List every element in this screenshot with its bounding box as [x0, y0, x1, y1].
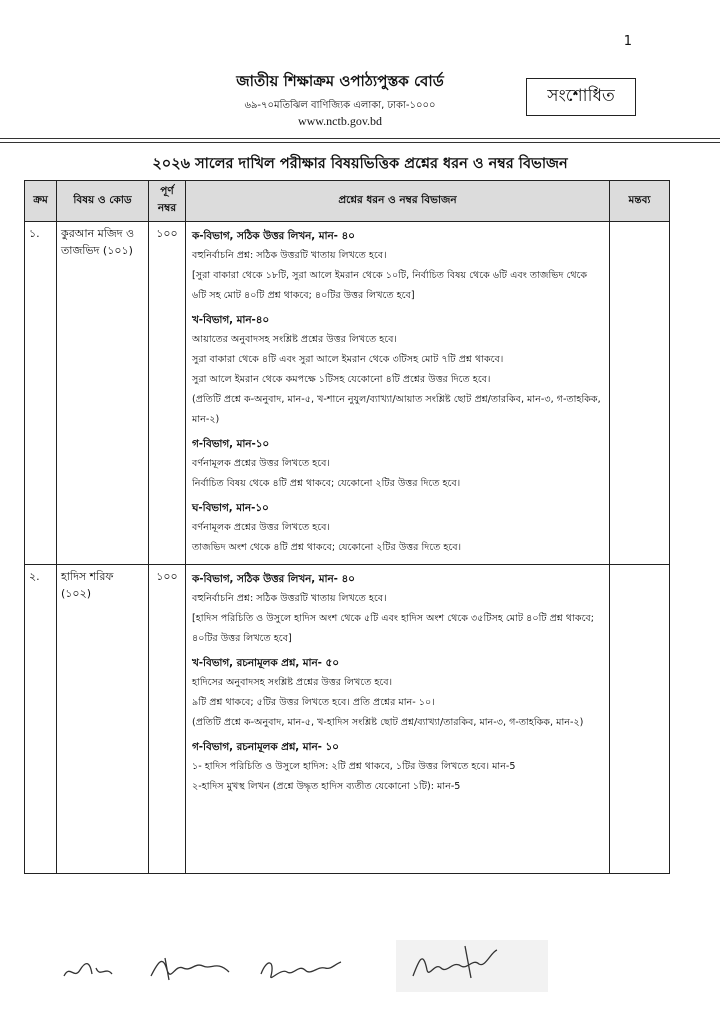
section-line: ১- হাদিস পরিচিতি ও উসুলে হাদিস: ২টি প্রশ্ন থাকবে, ১টির উত্তর লিখতে হবে। মান-5 — [192, 761, 516, 772]
table-row — [25, 565, 670, 874]
section-line: তাজভিদ অংশ থেকে ৪টি প্রশ্ন থাকবে; যেকোনো ২টির উত্তর দিতে হবে। — [192, 542, 462, 553]
page-number: 1 — [623, 34, 632, 49]
row-remarks — [610, 565, 670, 874]
section-line: [সুরা বাকারা থেকে ১৮টি, সুরা আলে ইমরান থেকে ১০টি, নির্বাচিত বিষয় থেকে ৬টি এবং তাজভিদ থেকে ৬টি সহ মোট ৪০টি প্রশ্ন থাকবে; ৪০টির উত্তর লিখতে হবে] — [192, 270, 588, 301]
signature-3 — [255, 952, 345, 986]
section-line: (প্রতিটি প্রশ্নে ক-অনুবাদ, মান-৫, খ-হাদিস সংশ্লিষ্ট ছোট প্রশ্ন/ব্যাখ্যা/তারকিব, মান-৩, গ-তাহকিক, মান-২) — [192, 717, 584, 728]
signatures-area — [0, 936, 720, 996]
signature-1 — [60, 956, 120, 986]
header-full-marks: পূর্ণ নম্বর — [149, 181, 186, 222]
section-line: ৯টি প্রশ্ন থাকবে; ৫টির উত্তর লিখতে হবে। প্রতি প্রশ্নের মান- ১০। — [192, 697, 435, 708]
section-line: বহুনির্বাচনি প্রশ্ন: সঠিক উত্তরটি খাতায় লিখতে হবে। — [192, 250, 387, 261]
row-distribution — [186, 565, 610, 874]
table-header-row — [25, 181, 670, 222]
signature-4 — [405, 942, 505, 986]
header-rule-bottom — [0, 142, 720, 143]
section-line: সুরা আলে ইমরান থেকে কমপক্ষে ১টিসহ যেকোনো ৪টি প্রশ্নের উত্তর দিতে হবে। — [192, 374, 491, 385]
row-full-marks: ১০০ — [149, 222, 186, 565]
row-remarks — [610, 222, 670, 565]
row-full-marks: ১০০ — [149, 565, 186, 874]
row-serial: ২. — [25, 565, 57, 874]
section-line: বর্ণনামূলক প্রশ্নের উত্তর লিখতে হবে। — [192, 522, 330, 533]
header-remarks: মন্তব্য — [610, 181, 670, 222]
header-serial: ক্রম — [25, 181, 57, 222]
revised-label: সংশোধিত — [547, 86, 615, 106]
document-title: ২০২৬ সালের দাখিল পরীক্ষার বিষয়ভিত্তিক প্রশ্নের ধরন ও নম্বর বিভাজন — [152, 156, 568, 172]
signature-2 — [145, 950, 235, 986]
section-title: গ-বিভাগ, রচনামূলক প্রশ্ন, মান- ১০ — [192, 741, 339, 753]
section-title: খ-বিভাগ, মান-৪০ — [192, 314, 270, 326]
header-subject: বিষয় ও কোড — [57, 181, 149, 222]
section-title: খ-বিভাগ, রচনামূলক প্রশ্ন, মান- ৫০ — [192, 657, 339, 669]
row-subject: কুরআন মজিদ ও তাজভিদ (১০১) — [57, 222, 149, 565]
section-line: নির্বাচিত বিষয় থেকে ৪টি প্রশ্ন থাকবে; যেকোনো ২টির উত্তর দিতে হবে। — [192, 478, 461, 489]
board-website: www.nctb.gov.bd — [297, 114, 383, 128]
section-line: আয়াতের অনুবাদসহ সংশ্লিষ্ট প্রশ্নের উত্তর লিখতে হবে। — [192, 334, 397, 345]
header-distribution: প্রশ্নের ধরন ও নম্বর বিভাজন — [186, 181, 610, 222]
section-line: বহুনির্বাচনি প্রশ্ন: সঠিক উত্তরটি খাতায় লিখতে হবে। — [192, 593, 387, 604]
section-title: ঘ-বিভাগ, মান-১০ — [192, 502, 269, 514]
row-subject: হাদিস শরিফ (১০২) — [57, 565, 149, 874]
revised-stamp — [526, 78, 636, 116]
marks-distribution-table — [24, 180, 670, 874]
board-address: ৬৯-৭০মতিঝিল বাণিজ্যিক এলাকা, ঢাকা-১০০০ — [244, 100, 436, 111]
section-line: ২-হাদিস মুখস্থ লিখন (প্রশ্নে উদ্ধৃত হাদিস ব্যতীত যেকোনো ১টি): মান-5 — [192, 781, 461, 792]
section-line: হাদিসের অনুবাদসহ সংশ্লিষ্ট প্রশ্নের উত্তর লিখতে হবে। — [192, 677, 393, 688]
row-serial: ১. — [25, 222, 57, 565]
row-distribution — [186, 222, 610, 565]
section-line: [হাদিস পরিচিতি ও উসুলে হাদিস অংশ থেকে ৫টি এবং হাদিস অংশ থেকে ৩৫টিসহ মোট ৪০টি প্রশ্ন থাকবে; ৪০টির উত্তর লিখতে হবে] — [192, 613, 594, 644]
board-name: জাতীয় শিক্ষাক্রম ওপাঠ্যপুস্তক বোর্ড — [236, 72, 444, 90]
header-rule-top — [0, 138, 720, 139]
section-line: (প্রতিটি প্রশ্নে ক-অনুবাদ, মান-৫, খ-শানে নুযুল/ব্যাখ্যা/আয়াত সংশ্লিষ্ট ছোট প্রশ্ন/তারকিব, মান-৩, গ-তাহকিক, মান-২) — [192, 394, 601, 425]
section-title: ক-বিভাগ, সঠিক উত্তর লিখন, মান- ৪০ — [192, 573, 355, 585]
section-title: গ-বিভাগ, মান-১০ — [192, 438, 270, 450]
section-line: বর্ণনামূলক প্রশ্নের উত্তর লিখতে হবে। — [192, 458, 330, 469]
section-line: সুরা বাকারা থেকে ৪টি এবং সুরা আলে ইমরান থেকে ৩টিসহ মোট ৭টি প্রশ্ন থাকবে। — [192, 354, 504, 365]
section-title: ক-বিভাগ, সঠিক উত্তর লিখন, মান- ৪০ — [192, 230, 355, 242]
table-row — [25, 222, 670, 565]
